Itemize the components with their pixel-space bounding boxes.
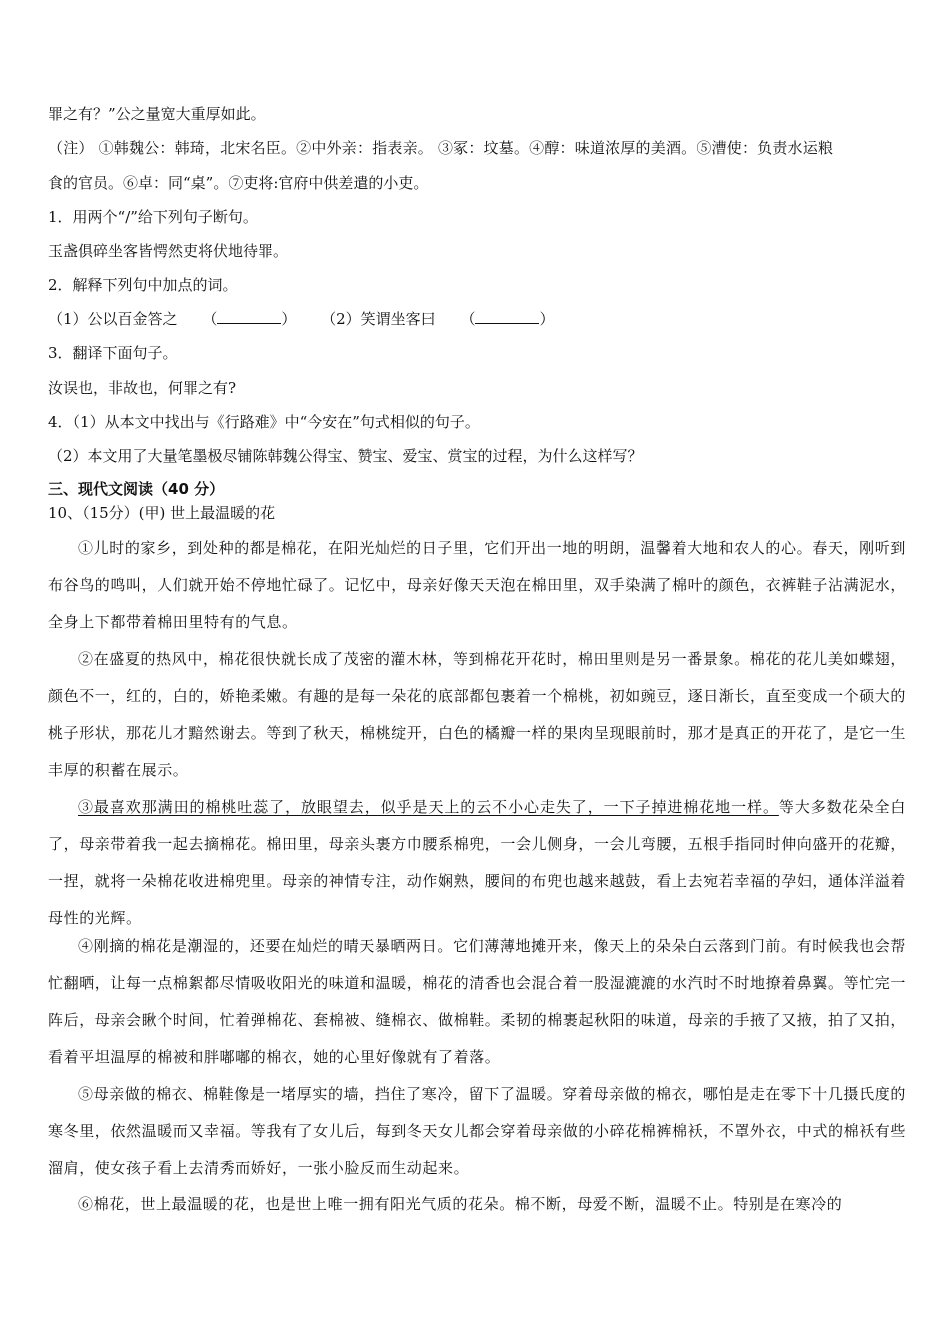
paragraph-3-underlined-sentence: ③最喜欢那满田的棉桃吐蕊了，放眼望去，似乎是天上的云不小心走失了，一下子掉进棉花地一样。 [78, 798, 779, 816]
question-1: 1．用两个“/”给下列句子断句。 [48, 208, 258, 226]
question-4-part-1: 4．（1）从本文中找出与《行路难》中“今安在”句式相似的句子。 [48, 413, 480, 431]
paragraph-6: ⑥棉花，世上最温暖的花，也是世上唯一拥有阳光气质的花朵。棉不断，母爱不断，温暖不止。特别是在寒冷的 [78, 1195, 843, 1213]
question-2-item-1: （1）公以百金答之 [48, 310, 178, 328]
passage-ending-line: 罪之有？”公之量宽大重厚如此。 [48, 105, 266, 123]
question-3-text: 汝误也，非故也，何罪之有? [48, 379, 237, 397]
paragraph-2: ②在盛夏的热风中，棉花很快就长成了茂密的灌木林，等到棉花开花时，棉田里则是另一番景象。棉花的花儿美如蝶翅，颜色不一，红的，白的，娇艳柔嫩。有趣的是每一朵花的底部都包裹着一个棉桃，初如豌豆，逐日渐长，直至变成一个硕大的桃子形状，那花儿才黯然谢去。等到了秋天，棉桃绽开，白色的橘瓣一样的果肉呈现眼前时，那才是真正的开花了，是它一生丰厚的积蓄在展示。 [48, 650, 907, 779]
paragraph-1: ①儿时的家乡，到处种的都是棉花，在阳光灿烂的日子里，它们开出一地的明朗，温馨着大地和农人的心。春天，刚听到布谷鸟的鸣叫，人们就开始不停地忙碌了。记忆中，母亲好像天天泡在棉田里，双手染满了棉叶的颜色，衣裤鞋子沾满泥水，全身上下都带着棉田里特有的气息。 [48, 539, 907, 631]
notes-line-2: 食的官员。⑥卓：同“桌”。⑦吏将:官府中供差遣的小吏。 [48, 174, 429, 192]
paragraph-3 [48, 789, 906, 937]
paragraph-4: ④刚摘的棉花是潮湿的，还要在灿烂的晴天暴晒两日。它们薄薄地摊开来，像天上的朵朵白云落到门前。有时候我也会帮忙翻晒，让每一点棉絮都尽情吸收阳光的味道和温暖，棉花的清香也会混合着一股湿漉漉的水汽时不时地撩着鼻翼。等忙完一阵后，母亲会瞅个时间，忙着弹棉花、套棉被、缝棉衣、做棉鞋。柔韧的棉裹起秋阳的味道，母亲的手掖了又掖，拍了又拍，看着平坦温厚的棉被和胖嘟嘟的棉衣，她的心里好像就有了着落。 [48, 937, 907, 1066]
question-2: 2．解释下列句中加点的词。 [48, 276, 238, 294]
question-2-item-2: （2）笑谓坐客曰 [321, 310, 436, 328]
question-3: 3．翻译下面句子。 [48, 344, 178, 362]
answer-blank-2[interactable] [475, 309, 539, 324]
question-2-items: （1）公以百金答之 （ ） （2）笑谓坐客曰 （ ） [48, 310, 555, 328]
paragraph-5: ⑤母亲做的棉衣、棉鞋像是一堵厚实的墙，挡住了寒冷，留下了温暖。穿着母亲做的棉衣，哪怕是走在零下十几摄氏度的寒冬里，依然温暖而又幸福。等我有了女儿后，每到冬天女儿都会穿着母亲做的小碎花棉裤棉袄，不罩外衣，中式的棉袄有些溜肩，使女孩子看上去清秀而娇好，一张小脸反而生动起来。 [48, 1085, 907, 1177]
paragraph-3-rest: 等大多数花朵全白了，母亲带着我一起去摘棉花。棉田里，母亲头裹方巾腰系棉兜，一会儿侧身，一会儿弯腰，五根手指同时伸向盛开的花瓣，一捏，就将一朵棉花收进棉兜里。母亲的神情专注，动作娴熟，腰间的布兜也越来越鼓，看上去宛若幸福的孕妇，通体洋溢着母性的光辉。 [48, 798, 907, 927]
section-heading: 三、现代文阅读（40 分） [48, 480, 225, 498]
question-10-title: 10、（15分）(甲) 世上最温暖的花 [48, 504, 276, 522]
question-1-text: 玉盏俱碎坐客皆愕然吏将伏地待罪。 [48, 242, 289, 260]
notes-line-1: （注） ①韩魏公：韩琦，北宋名臣。②中外亲：指表亲。 ③冢：坟墓。④醇：味道浓厚的美酒。⑤漕使：负责水运粮 [48, 139, 834, 157]
answer-blank-1[interactable] [217, 309, 281, 324]
question-4-part-2: （2）本文用了大量笔墨极尽铺陈韩魏公得宝、赞宝、爱宝、赏宝的过程，为什么这样写？ [48, 447, 643, 465]
